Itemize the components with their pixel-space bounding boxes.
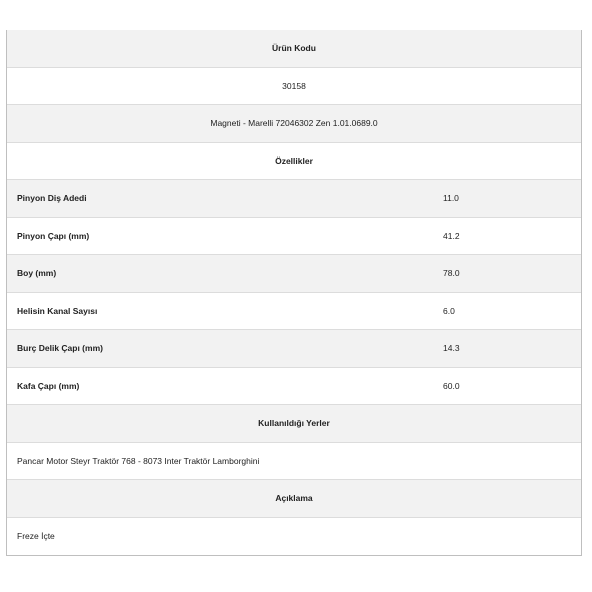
product-code-row [7, 68, 581, 106]
feature-row [7, 180, 581, 218]
used-in-header-label: Kullanıldığı Yerler [258, 418, 330, 429]
feature-value: 41.2 [443, 230, 460, 241]
product-code-header [7, 30, 581, 68]
feature-name: Helisin Kanal Sayısı [17, 305, 98, 316]
feature-value: 14.3 [443, 343, 460, 354]
used-in-value: Pancar Motor Steyr Traktör 768 - 8073 Inter Traktör Lamborghini [17, 455, 260, 466]
product-code-header-label: Ürün Kodu [272, 43, 316, 54]
feature-row [7, 368, 581, 406]
feature-row [7, 218, 581, 256]
cross-reference-value: Magneti - Marelli 72046302 Zen 1.01.0689.0 [210, 118, 378, 129]
product-code-value: 30158 [282, 80, 306, 91]
feature-row [7, 293, 581, 331]
product-spec-table [6, 30, 582, 556]
feature-value: 60.0 [443, 380, 460, 391]
used-in-header [7, 405, 581, 443]
description-header [7, 480, 581, 518]
feature-name: Pinyon Diş Adedi [17, 193, 87, 204]
feature-value: 78.0 [443, 268, 460, 279]
feature-name: Pinyon Çapı (mm) [17, 230, 90, 241]
feature-name: Boy (mm) [17, 268, 57, 279]
description-header-label: Açıklama [275, 493, 313, 504]
feature-row [7, 255, 581, 293]
description-value: Freze İçte [17, 531, 55, 542]
features-header [7, 143, 581, 181]
used-in-row [7, 443, 581, 481]
feature-row [7, 330, 581, 368]
features-header-label: Özellikler [275, 155, 313, 166]
feature-value: 11.0 [443, 193, 459, 204]
feature-name: Kafa Çapı (mm) [17, 380, 80, 391]
feature-name: Burç Delik Çapı (mm) [17, 343, 103, 354]
feature-value: 6.0 [443, 305, 455, 316]
description-row [7, 518, 581, 556]
cross-reference-row [7, 105, 581, 143]
